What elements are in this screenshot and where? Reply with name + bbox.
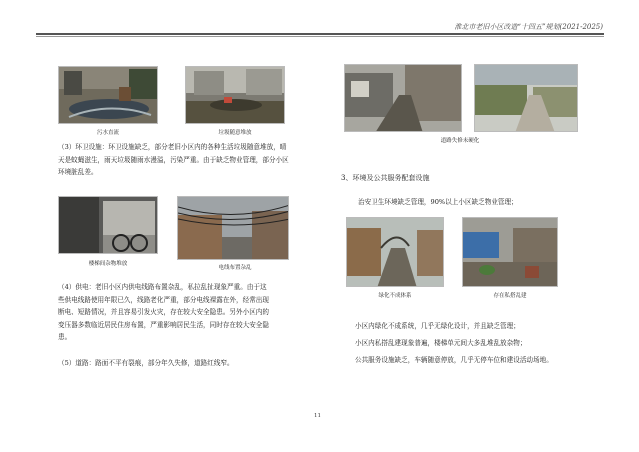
photo-greenery	[346, 217, 444, 287]
header-rule	[36, 33, 604, 35]
section-heading-text: 3、环境及公共服务配套设施	[341, 174, 430, 182]
text-line: 断电、短路情况，并且容易引发火灾，存在较大安全隐患。另外小区内的	[58, 308, 269, 317]
page-header-title: 淮北市老旧小区改造“十四五”规划(2021-2025)	[454, 23, 603, 31]
bullet-list	[355, 318, 615, 369]
photo-caption: 存在私搭乱建	[493, 293, 527, 299]
photo-caption: 电线布置杂乱	[218, 265, 252, 271]
text-line: （5）道路：路面不平有裂痕，部分年久失修，道路红线窄。	[58, 359, 234, 367]
text-line: （4）供电：老旧小区内供电线路布置杂乱，私拉乱扯现象严重。由于这	[58, 283, 267, 291]
photo-sewage	[58, 66, 158, 124]
text-line: 环境脏乱差。	[58, 168, 98, 177]
photo-unpaved-road-1	[344, 64, 462, 132]
text-line: （3）环卫设施：环卫设施缺乏，部分老旧小区内的各种生活垃圾随意堆放，晴	[58, 143, 287, 151]
paragraph-sanitation	[58, 141, 320, 179]
list-item: 小区内绿化不成系统，几乎无绿化设计，并且缺乏管理；	[355, 322, 520, 330]
photo-caption: 楼梯间杂物堆放	[88, 261, 128, 267]
header-rule-thin	[36, 36, 604, 37]
list-item: 小区内私搭乱建现象普遍，楼梯单元间大多乱堆乱放杂物；	[355, 339, 527, 347]
text-line: 患。	[58, 333, 72, 342]
text-line: 治安卫生环境缺乏管理，90%以上小区缺乏物业管理；	[358, 198, 518, 206]
text-line: 变压器多数临近居民住房布置，严重影响居民生活，同时存在较大安全隐	[58, 320, 269, 329]
section-heading	[341, 172, 601, 185]
text-line: 些供电线路使用年限已久，线路老化严重，部分电线裸露在外，经常出现	[58, 295, 269, 304]
text-line: 天是蚊蝇滋生，雨天垃圾随雨水漫溢，污染严重。由于缺乏物业管理，部分小区	[58, 155, 289, 164]
paragraph-roads	[58, 357, 320, 370]
paragraph-power-supply	[58, 281, 320, 344]
photo-garbage	[185, 66, 285, 124]
photo-caption: 道路失修未硬化	[440, 138, 480, 144]
photo-stairwell	[58, 196, 158, 254]
photo-caption: 绿化不成体系	[378, 293, 412, 299]
list-item: 公共服务设施缺乏，车辆随意停放，几乎无停车位和建设活动场地。	[355, 356, 553, 364]
photo-caption: 垃圾随意堆放	[218, 130, 252, 136]
intro-line	[358, 196, 618, 209]
photo-illegal-construction	[462, 217, 558, 287]
photo-wires	[177, 196, 289, 260]
page-number: 11	[314, 413, 321, 419]
photo-caption: 污水直流	[96, 130, 119, 136]
photo-unpaved-road-2	[474, 64, 578, 132]
